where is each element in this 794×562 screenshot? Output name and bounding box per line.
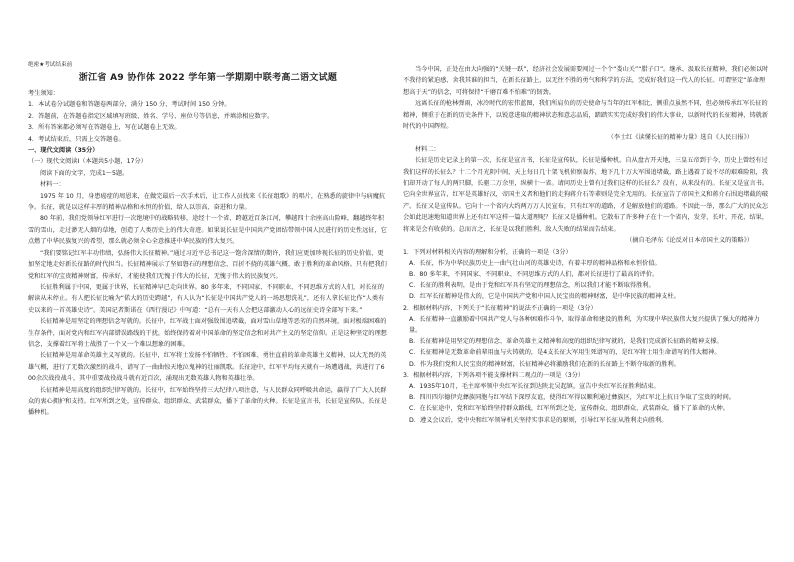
paragraph: 长征是历史记录上的第一次，长征是宣言书，长征是宣传队，长征是播种机。自从盘古开天地，三皇五帝到于今，历史上曾经有过我们这样的长征么？十二个月光阴中间，天上每日几十架飞机侦察轰炸，地下几十万大军围追堵截，路上遇着了说不尽的艰难险阻，我们却开动了每人的两只脚，长驱二万余里，纵横十一省。请问历史上曾有过我们这样的长征么？没有，从来没有的。长征又是宣言书。它向全世界宣告，红军是英雄好汉，帝国主义者和他们的走狗蒋介石等辈则是完全无用的。长征宣告了帝国主义和蒋介石围追堵截的破产。长征又是宣传队。它向十一个省内大约两万万人民宣布，只有红军的道路，才是解放他们的道路。不因此一举，那么广大的民众怎会如此迅速地知道世界上还有红军这样一篇大道理呢？长征又是播种机。它散布了许多种子在十一个省内，发芽、长叶、开花、结果，将来是会有收获的。总而言之，长征是以我们胜利、敌人失败的结果而告结束。	[403, 157, 769, 233]
option-d: D．遵义会议后，党中央和红军领导机关坚持实事求是的原则，引导红军长征从胜利走向胜利。	[409, 416, 668, 424]
question-stem: 3．根据材料内容，下列各项不能支撑材料二观点的一项是（3分）	[403, 371, 585, 379]
material-label: 材料二：	[415, 145, 440, 153]
left-column	[28, 0, 388, 562]
note-item: 3．所有答案都必须写在答题卷上，写在试题卷上无效。	[28, 124, 181, 132]
option-d: D．红军长征精神是伟大的，它是中国共产党和中国人民宝贵的精神财富，是中华民族的精神支柱。	[409, 293, 680, 301]
right-column	[403, 0, 771, 562]
option-c: C．长征精神是无数革命前辈用血与火铸就的，是4支长征大军用生死谱写的，是红军将士用生命谱写的伟大精神。	[409, 349, 721, 357]
note-item: 1．本试卷分试题卷和答题卷两部分，满分 150 分，考试时间 150 分钟。	[28, 101, 231, 109]
question-2	[403, 303, 771, 370]
question-stem: 2．根据材料内容，下列关于“长征精神”的说法不正确的一项是（3分）	[403, 304, 597, 312]
option-a: A．长征，作为中华民族历史上一曲气壮山河的英雄史诗，有着丰厚的精神品格和永恒价值。	[409, 259, 661, 267]
option-b: B．80 多年来，不同国家、不同职业、不同思维方式的人们，都对长征进行了最高的评价。	[409, 270, 659, 278]
question-3	[403, 370, 771, 426]
option-c: C．在长征途中，党和红军始终坚持群众路线，红军所到之处，宣传群众、组织群众、武装群众，播下了革命的火种。	[409, 405, 729, 413]
source-citation: （摘自毛泽东《论反对日本帝国主义的策略》）	[626, 237, 753, 245]
notes-block	[28, 88, 388, 145]
paragraph: 长征精神是用坚定的理想信念写就的。长征中，红军战士面对强敌围追堵截，面对雪山草地等恶劣的自然环境，面对极端困难的生存条件，面对党内和红军内部错误路线的干扰，始终保持着对中国革命的坚定信念和对共产主义的坚定信仰。正是这种坚定的理想信念，支撑着红军将士战胜了一个又一个难以想象的困难。	[28, 318, 387, 348]
paragraph: 长征精神是用高度的组织纪律写就的。长征中，红军始终坚持三大纪律八项注意，与人民群众同呼吸共命运，赢得了广大人民群众的衷心拥护和支持。红军所到之处，宣传群众、组织群众、武装群众，播下了革命的火种。长征是宣言书，长征是宣传队，长征是播种机。	[28, 386, 387, 417]
paragraph: 80 年前，我们党领导红军进行一次绝境中的战略转移，途经十一个省，跨越近百条江河，攀越四十余座高山险峰，翻越终年积雪的雪山，走过渺无人烟的草地，创造了人类历史上的伟大奇迹。如果说长征是中国共产党团结带领中国人民进行的历史性远征，它点燃了中华民族复兴的希望，那么就必须全心全意推进中华民族的伟大复兴。	[28, 215, 387, 246]
paragraph: 1975 年 10 月，身患癌症的周恩来，在做完最后一次手术后，让工作人员找来《长征组歌》的唱片，在熟悉的旋律中与病魔抗争。长征，就是以这样丰厚的精神品格和永恒的价值，给人以崇高、奋进和力量。	[28, 192, 386, 212]
option-a: A．1935年10月，毛主席率领中央红军长征到达陕北吴起镇，宣告中央红军长征胜利结束。	[409, 382, 660, 390]
note-item: 4．考试结束后，只需上交答题卷。	[28, 135, 125, 143]
paragraph: 长征精神是用革命英雄主义写就的。长征中，红军将士发扬不怕牺牲、不怕困难、勇往直前的革命英雄主义精神，以大无畏的英雄气概，进行了无数次激烈的战斗，谱写了一曲曲惊天地泣鬼神的壮丽凯歌。长征途中，红军平均每天就有一场遭遇战，共进行了600余次战役战斗，其中重要战役战斗就有近百次，涌现出无数英雄人物和英雄壮举。	[28, 352, 387, 383]
instruction: 阅读下面的文字，完成1～5题。	[40, 169, 129, 177]
paragraph: 长征胜利属于中国，更属于世界，长征精神早已走向世界。80 多年来，不同国家、不同职业、不同思维方式的人们，对长征的解读从未停止。有人把长征比喻为“偌大的历史跨越”，有人认为“长征是中国共产党人的一场思想洗礼”，还有人拿长征比作“人类有史以来的一首英雄史诗”。美国记者斯诺在《西行漫记》中写道：“总有一天有人会把这部激动人心的远征史诗全部写下来。”	[28, 283, 385, 314]
option-b: B．长征精神是用坚定的理想信念、革命英雄主义精神和高度的组织纪律写就的，是我们完成新长征路的精神支撑。	[409, 338, 723, 346]
note-item: 2．答题前，在答题卷指定区域填写班级、姓名、学号、座位号等信息，并填涂相应数字。	[28, 112, 274, 120]
material-label: 材料一：	[40, 181, 65, 189]
subsection-heading: （一）现代文阅读Ⅰ（本题共5小题，17分）	[28, 158, 147, 166]
question-1	[403, 247, 771, 303]
exam-title: 浙江省 A9 协作体 2022 学年第一学期期中联考高二语文试题	[78, 73, 338, 83]
notes-heading: 考生须知：	[28, 90, 59, 97]
option-d: D．作为我们党和人民宝贵的精神财富，长征精神必将激励我们在新的长征路上不断夺取新的胜利。	[409, 360, 680, 368]
paragraph: 当今中国，正处在由大向强的“关键一跃”，经济社会发展需要闯过一个个“娄山关”“腊子口”。继承、汲取长征精神，我们必须以时不我待的紧迫感、舍我其谁的担当，在新长征路上，以无往不胜的勇气和科学的方法，完成好我们这一代人的长征。可谓坚定“革命理想高于天”的信念，可将保持“千磨百难不怕难”的韧劲。	[403, 66, 769, 96]
option-b: B．四川四尔德伊克彝族同胞与红军结下深厚友谊，使得红军得以顺利通过彝族区，为红军北上抗日争取了宝贵的时间。	[409, 394, 735, 402]
section-heading: 一、现代文阅读（35分）	[28, 147, 99, 155]
paragraph: 远离长征的枪林弹雨，冰冷时代的宏伟蓝图，我们所肩负的历史使命与当年的红军相比，侧重点虽然不同，但必须传承红军长征的精神，侧重于在新的历史条件下，以锐意进取的精神状态和意志品质，踏踏实实完成好我们的伟大事业，以新时代的长征精神，铸就新时代的中国辉煌。	[403, 100, 769, 131]
question-stem: 1．下列对材料相关内容的理解和分析，正确的一项是（3分）	[403, 248, 572, 256]
option-c: C．长征的胜利表明，是由于党和红军具有坚定的理想信念，所以我们才能不断取得胜利。	[409, 282, 655, 290]
paragraph: “我们要铭记红军丰功伟绩，弘扬伟大长征精神。”通过习近平总书记这一饱含深情的期许，我们应更加珍视长征的历史价值，更加坚定地走好新长征路的时代担当。长征精神展示了坚如磐石的理想信念、百折不挠的英雄气概、敢于胜利的革命风格。只有把我们党和红军的宝贵精神财富，传承好，才能使我们无愧于伟大的长征，无愧于伟大的民族复兴。	[28, 249, 387, 280]
source-citation: （李士红《读懂长征的精神力量》选自《人民日报》）	[607, 134, 753, 142]
secret-note: 绝密★考试结束前	[28, 62, 73, 68]
option-a: A．长征精神一直激励着中国共产党人与各种困难作斗争，取得革命和建设的胜利，为实现中华民族伟大复兴提供了强大的精神力量。	[409, 315, 760, 334]
